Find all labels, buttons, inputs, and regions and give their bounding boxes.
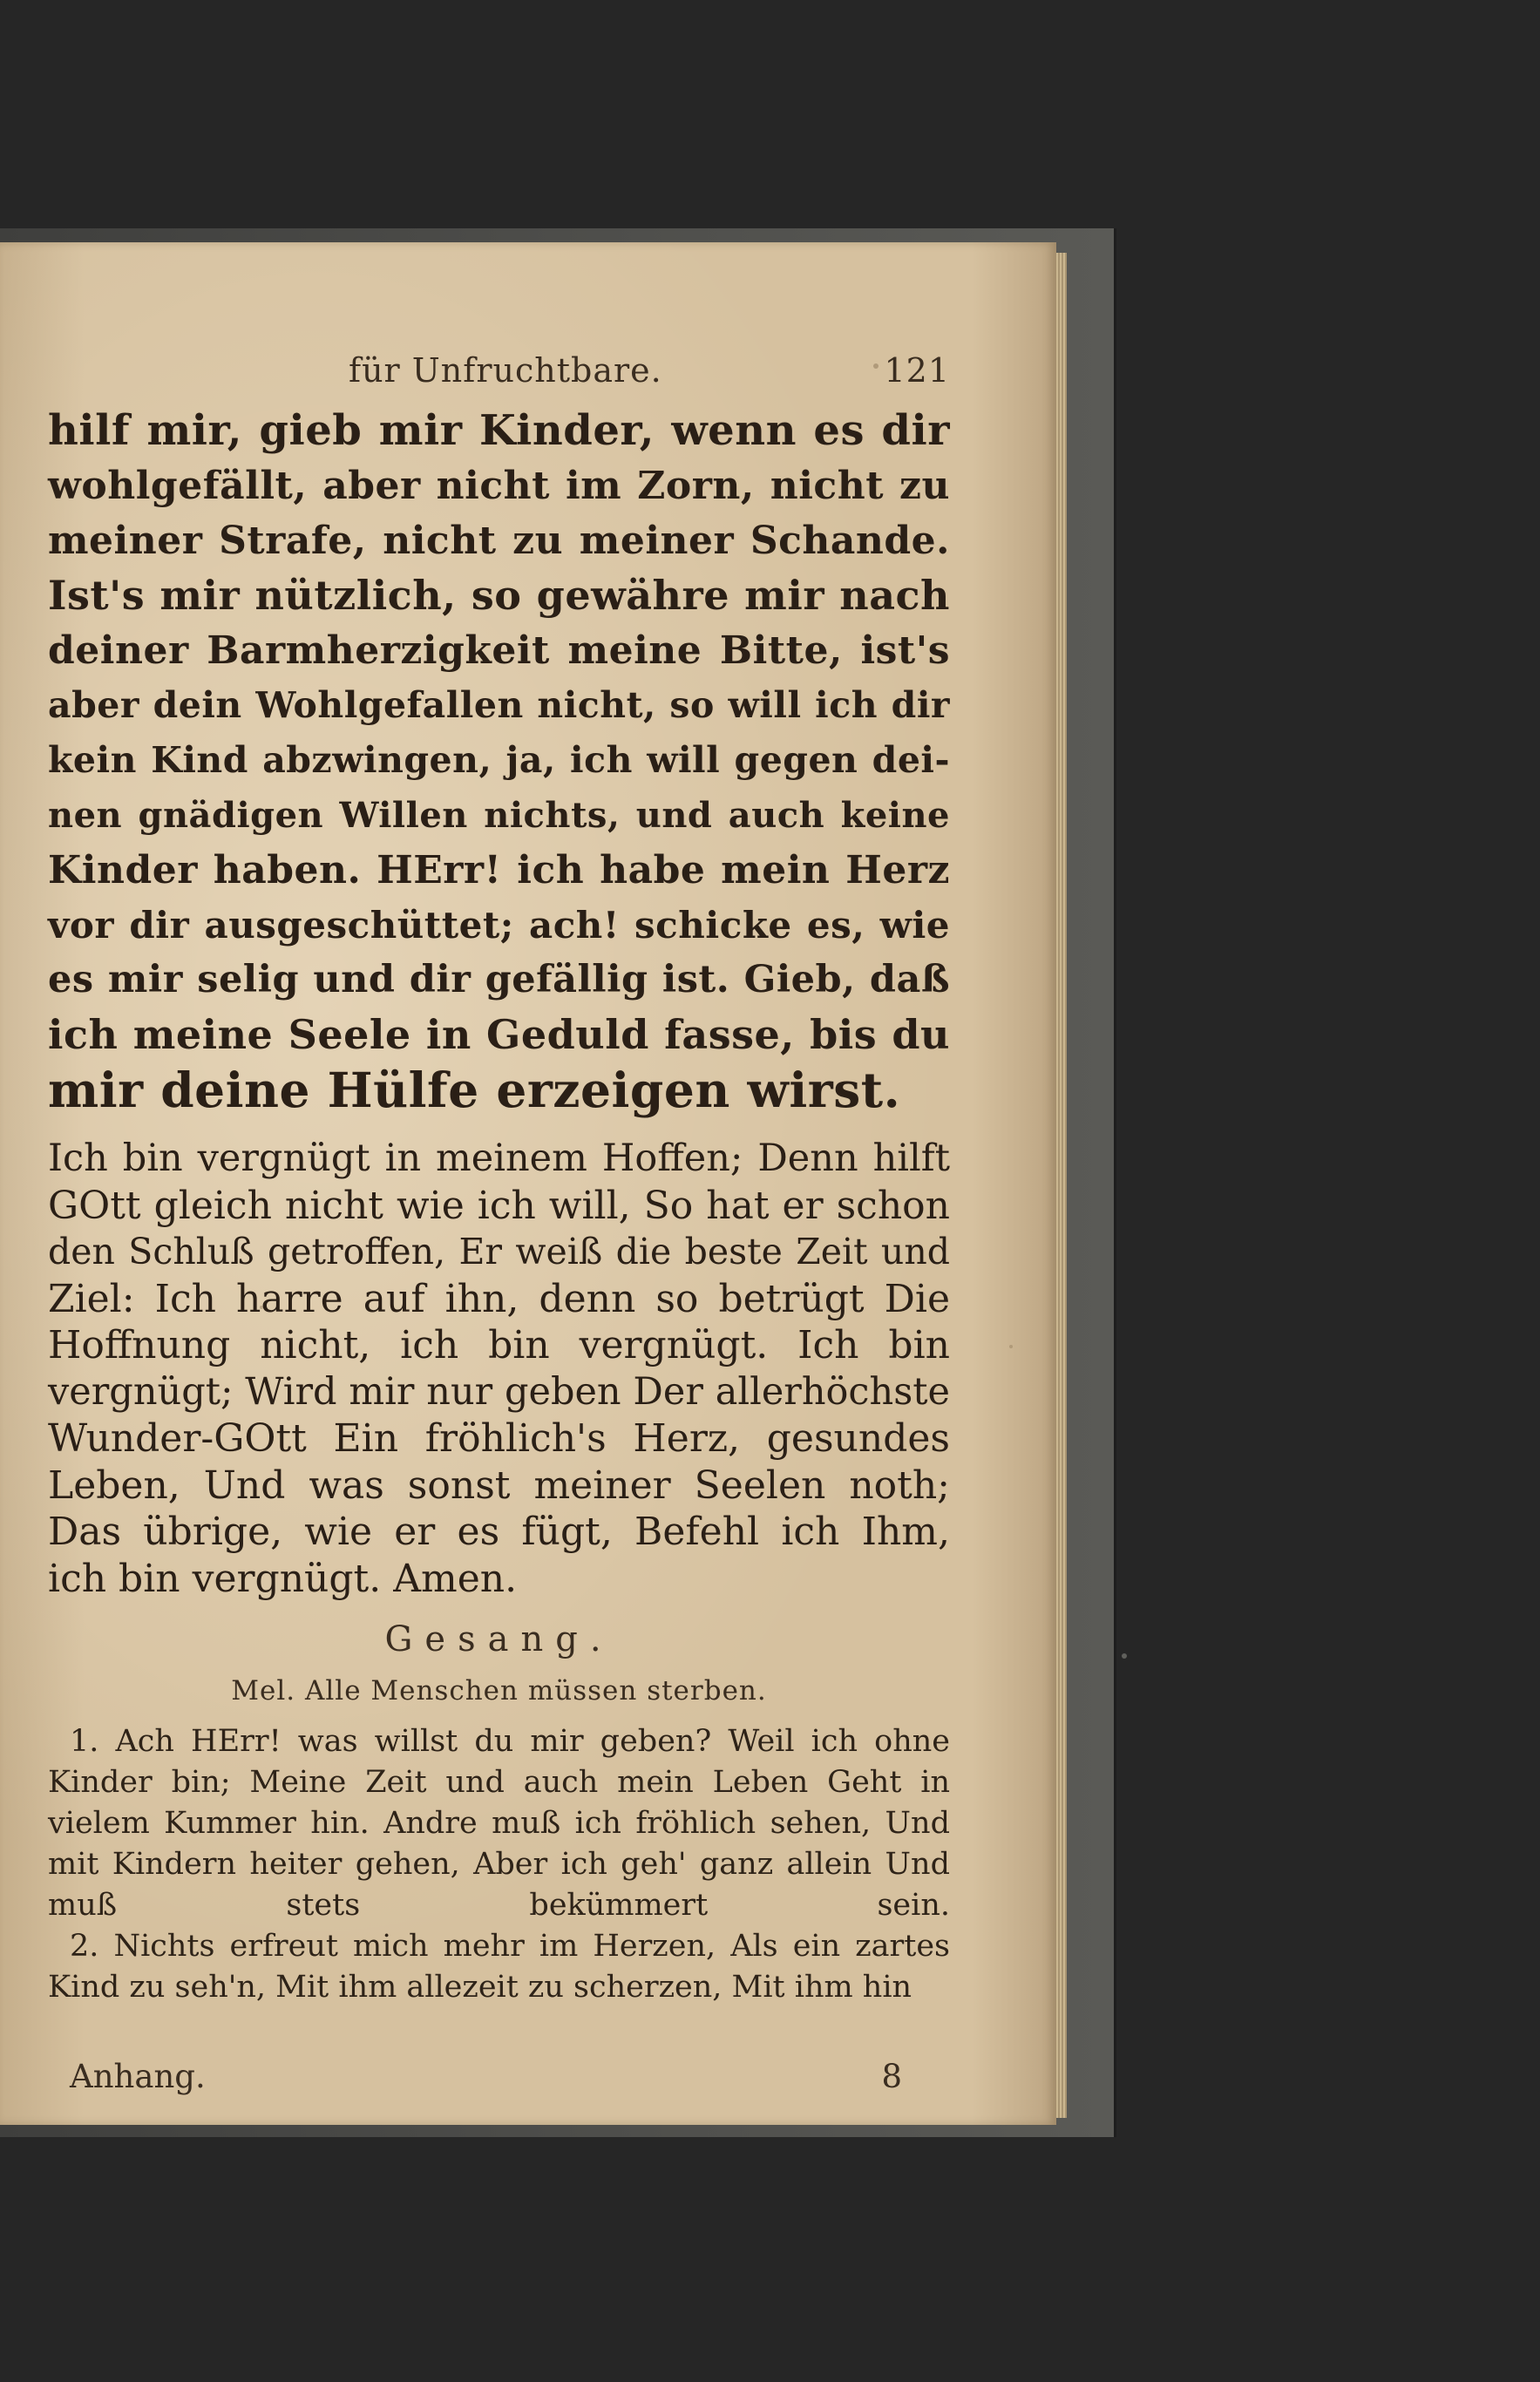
prayer-line: aber dein Wohlgefallen nicht, so will ich dir: [48, 684, 950, 726]
hymn-verse-line: Ich bin vergnügt in meinem Hoffen; Denn hilft: [48, 1137, 950, 1180]
signature-label: Anhang.: [70, 2058, 206, 2095]
book-page: [0, 242, 1056, 2125]
prayer-line: deiner Barmherzigkeit meine Bitte, ist's: [48, 628, 950, 673]
prayer-line: meiner Strafe, nicht zu meiner Schande.: [48, 519, 950, 563]
prayer-line: kein Kind abzwingen, ja, ich will gegen dei-: [48, 739, 950, 781]
prayer-line: hilf mir, gieb mir Kinder, wenn es dir: [48, 406, 950, 455]
hymn-verse-line: Das übrige, wie er es fügt, Befehl ich Ihm,: [48, 1510, 950, 1554]
running-head-title: für Unfruchtbare.: [349, 351, 662, 390]
prayer-line: Kinder haben. HErr! ich habe mein Herz: [48, 848, 950, 892]
prayer-line: nen gnädigen Willen nichts, und auch keine: [48, 795, 950, 836]
hymn-verse-line: den Schluß getroffen, Er weiß die beste Zeit und: [48, 1231, 950, 1272]
page-footer: [70, 2058, 902, 2097]
melody-indication: Mel. Alle Menschen müssen sterben.: [231, 1675, 767, 1707]
song-line: Kinder bin; Meine Zeit und auch mein Leben Geht in: [48, 1765, 950, 1800]
page-number: 121: [884, 351, 950, 390]
hymn-verse-line: Leben, Und was sonst meiner Seelen noth;: [48, 1462, 950, 1508]
hymn-verse-line: Hoffnung nicht, ich bin vergnügt. Ich bin: [48, 1323, 950, 1367]
song-line: vielem Kummer hin. Andre muß ich fröhlich sehen, Und: [48, 1806, 950, 1841]
prayer-line: wohlgefällt, aber nicht im Zorn, nicht zu: [48, 464, 950, 508]
prayer-line: vor dir ausgeschüttet; ach! schicke es, wie: [48, 904, 950, 947]
page-edge: [1056, 253, 1067, 2118]
prayer-line: es mir selig und dir gefällig ist. Gieb, daß: [48, 958, 950, 1001]
prayer-line: mir deine Hülfe erzeigen wirst.: [48, 1062, 901, 1118]
hymn-verse-paragraph: [48, 1136, 950, 1602]
hymn-verse-line: Ziel: Ich harre auf ihn, denn so betrügt Die: [48, 1276, 950, 1321]
hymn-verse-line: Wunder-GOtt Ein fröhlich's Herz, gesundes: [48, 1416, 950, 1461]
song-text: [48, 1721, 950, 2008]
song-line: 1. Ach HErr! was willst du mir geben? Weil ich ohne: [70, 1724, 950, 1759]
prayer-line: ich meine Seele in Geduld fasse, bis du: [48, 1011, 950, 1058]
song-line: 2. Nichts erfreut mich mehr im Herzen, Als ein zartes: [70, 1929, 950, 1964]
section-title: Gesang.: [384, 1619, 614, 1659]
hymn-verse-line: GOtt gleich nicht wie ich will, So hat er schon: [48, 1183, 950, 1228]
prayer-paragraph: [48, 404, 950, 1117]
hymn-verse-line: ich bin vergnügt. Amen.: [48, 1556, 518, 1601]
signature-number: 8: [881, 2058, 902, 2095]
hymn-verse-line: vergnügt; Wird mir nur geben Der allerhöchste: [48, 1369, 950, 1414]
song-line: mit Kindern heiter gehen, Aber ich geh' ganz allein Und: [48, 1847, 950, 1882]
prayer-line: Ist's mir nützlich, so gewähre mir nach: [48, 572, 950, 619]
running-head: [48, 351, 950, 395]
song-line: Kind zu seh'n, Mit ihm allezeit zu scherzen, Mit ihm hin: [48, 1970, 912, 2005]
song-line: muß stets bekümmert sein.: [48, 1888, 950, 1923]
